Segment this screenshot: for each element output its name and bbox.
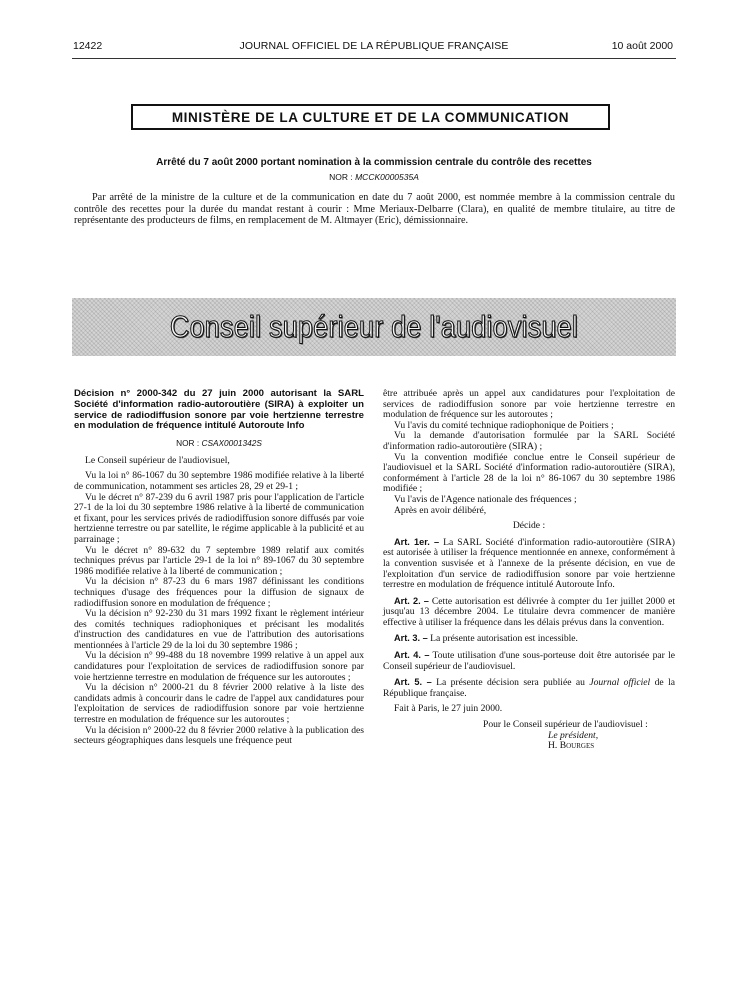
paragraph: Vu la loi n° 86-1067 du 30 septembre 1986 modifiée relative à la liberté de communication, notamment ses articles 28, 29 et 29-1 ;: [74, 470, 364, 492]
article: [383, 650, 675, 672]
article-text: La présente autorisation est incessible.: [427, 633, 578, 645]
article: [383, 596, 675, 629]
nor-label: NOR :: [176, 438, 202, 449]
article-text: Cette autorisation est délivrée à compter du 1er juillet 2000 et jusqu'au 13 décembre 2004. Le titulaire devra commencer de manière effective à utiliser la fréquence dans les délais prévus dans la convention.: [383, 595, 675, 628]
article-label: Art. 5. –: [394, 677, 432, 688]
paragraph: Vu la convention modifiée conclue entre le Conseil supérieur de l'audiovisuel et la SARL Société d'information radio-autoroutière (SIRA), conformément à l'article 28 de la loi n° 86-1067 du 30 septembre 1986 modifiée ;: [383, 451, 675, 495]
decide-heading: Décide :: [512, 520, 546, 532]
article-text: Toute utilisation d'une sous-porteuse doit être autorisée par le Conseil supérieur de l'audiovisuel.: [383, 650, 676, 672]
left-column: [74, 389, 364, 747]
paragraph: Vu la décision n° 2000-21 du 8 février 2000 relative à la liste des candidats admis à concourir dans le cadre de l'appel aux candidatures pour l'exploitation de services de radiodiffusion sonore par voie hertzienne terrestre en modulation de fréquence sur les autoroutes ;: [74, 682, 364, 726]
article-label: Art. 3. –: [394, 633, 428, 644]
paragraph: Le Conseil supérieur de l'audiovisuel,: [85, 454, 230, 466]
article-text: La présente décision sera publiée au: [431, 677, 590, 689]
issue-date: 10 août 2000: [611, 40, 673, 52]
paragraph: Vu la décision n° 92-230 du 31 mars 1992 fixant le règlement intérieur des comités techniques radiophoniques et précisant les modalités d'instruction des candidatures en vue de l'attribution des autorisations mentionnées à l'article 29 de la loi du 30 septembre 1986 ;: [74, 608, 364, 651]
section-banner: [72, 298, 676, 356]
journal-reference: Journal officiel: [589, 677, 651, 689]
article-text: de la République française.: [383, 677, 675, 699]
paragraph: Vu l'avis de l'Agence nationale des fréquences ;: [394, 493, 577, 505]
arrete-text: Par arrêté de la ministre de la culture et de la communication en date du 7 août 2000, est nommée membre à la commission centrale du contrôle des recettes pour la durée du mandat restant à courir : Mme Meriaux-Delbarre (Clara), en qualité de membre titulaire, au titre de représentante des producteurs de films, en remplacement de M. Altmayer (Eric), démissionnaire.: [74, 192, 675, 226]
paragraph: Après en avoir délibéré,: [394, 504, 487, 516]
paragraph: Vu la décision n° 87-23 du 6 mars 1987 définissant les conditions techniques d'usage des fréquences pour la diffusion de signaux de radiodiffusion sonore en modulation de fréquence ;: [74, 576, 364, 609]
paragraph: Vu la décision n° 2000-22 du 8 février 2000 relative à la publication des secteurs géographiques dans lesquels une fréquence peut: [74, 724, 364, 747]
article-label: Art. 2. –: [394, 595, 429, 606]
nor-label: NOR :: [329, 172, 356, 182]
decision-title: Décision n° 2000-342 du 27 juin 2000 autorisant la SARL Société d'information radio-autoroutière (SIRA) à exploiter un service de radiodiffusion sonore par voie hertzienne terrestre en modulation de fréquence intitulé Autoroute Info: [74, 388, 364, 432]
article-label: Art. 4. –: [394, 650, 430, 661]
article-text: La SARL Société d'information radio-autoroutière (SIRA) est autorisée à utiliser la fréquence mentionnée en annexe, conformément à la convention susvisée et à l'annexe de la présente décision, en vue de l'exploitation d'un service de radiodiffusion sonore par voie hertzienne terrestre en modulation de fréquence intitulé Autoroute Info.: [383, 536, 675, 591]
ministry-title: MINISTÈRE DE LA CULTURE ET DE LA COMMUNICATION: [171, 109, 570, 125]
signature-role: Le président,: [548, 729, 599, 741]
arrete-nor: [0, 172, 748, 182]
decision-nor: [74, 438, 364, 449]
page-number: 12422: [73, 40, 103, 52]
article: [383, 677, 675, 699]
signature-name: H. Bourges: [548, 740, 595, 752]
ministry-box: [131, 104, 610, 130]
done-at: Fait à Paris, le 27 juin 2000.: [394, 703, 503, 715]
right-column: [383, 389, 675, 752]
page-header: [0, 40, 748, 54]
nor-code: MCCK0000535A: [355, 172, 419, 182]
paragraph: Vu la demande d'autorisation formulée par la SARL Société d'information radio-autoroutière (SIRA) ;: [383, 430, 675, 452]
header-rule: [72, 58, 676, 59]
paragraph: Vu le décret n° 89-632 du 7 septembre 1989 relatif aux comités techniques prévus par l'article 29-1 de la loi n° 89-1067 du 30 septembre 1986 modifiée relative à la liberté de communication ;: [74, 544, 364, 577]
paragraph-continuation: être attribuée après un appel aux candidatures pour l'exploitation de services de radiodiffusion sonore par voie hertzienne terrestre en modulation de fréquence sur les autoroutes ;: [383, 388, 675, 421]
article: [383, 537, 675, 591]
nor-code: CSAX0001342S: [201, 438, 262, 449]
arrete-title: Arrêté du 7 août 2000 portant nomination à la commission centrale du contrôle des recettes: [156, 157, 592, 168]
banner-title: Conseil supérieur de l'audiovisuel: [169, 309, 579, 344]
journal-title: JOURNAL OFFICIEL DE LA RÉPUBLIQUE FRANÇAISE: [239, 40, 509, 52]
article-label: Art. 1er. –: [394, 536, 440, 547]
paragraph: Vu l'avis du comité technique radiophonique de Poitiers ;: [394, 419, 614, 431]
paragraph: Vu le décret n° 87-239 du 6 avril 1987 pris pour l'application de l'article 27-1 de la loi du 30 septembre 1986 relative à la liberté de communication et fixant, pour les services privés de radiodiffusion sonore diffusés par voie hertzienne terrestre ou par satellite, le régime applicable à la publicité et au parrainage ;: [74, 491, 364, 545]
signature-for: Pour le Conseil supérieur de l'audiovisuel :: [483, 719, 648, 731]
article: [383, 633, 675, 645]
paragraph: Vu la décision n° 99-488 du 18 novembre 1999 relative à un appel aux candidatures pour l'exploitation de services de radiodiffusion sonore par voie hertzienne terrestre en modulation de fréquence sur les autoroutes ;: [74, 650, 364, 683]
